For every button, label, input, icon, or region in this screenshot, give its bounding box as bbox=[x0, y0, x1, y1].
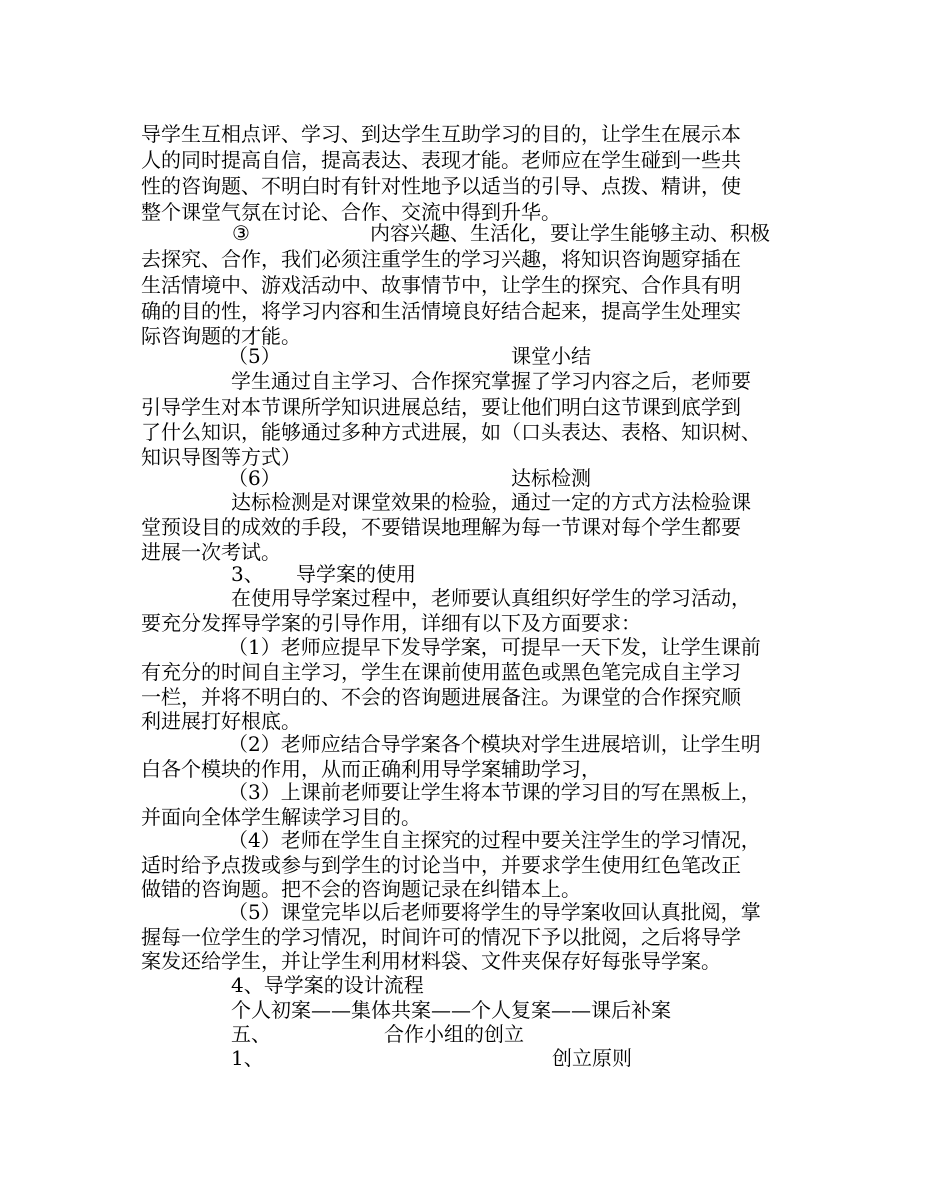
text-segment: 并面向全体学生解读学习目的。 bbox=[141, 805, 421, 829]
heading-number: 1、 bbox=[231, 1046, 264, 1070]
heading-title: 4、导学案的设计流程 bbox=[231, 973, 424, 997]
heading-title: 创立原则 bbox=[552, 1046, 632, 1070]
text-segment: 握每一位学生的学习情况，时间许可的情况下予以批阅，之后将导学 bbox=[141, 925, 741, 949]
text-segment: 去探究、合作，我们必须注重学生的学习兴趣，将知识咨询题穿插在 bbox=[141, 247, 741, 271]
text-segment: 在使用导学案过程中，老师要认真组织好学生的学习活动， bbox=[231, 586, 751, 610]
text-segment: （3）上课前老师要让学生将本节课的学习目的写在黑板上， bbox=[228, 780, 761, 804]
text-segment: 生活情境中、游戏活动中、故事情节中，让学生的探究、合作具有明 bbox=[141, 273, 741, 297]
text-segment: 人的同时提高自信，提高表达、表现才能。老师应在学生碰到一些共 bbox=[141, 148, 741, 172]
heading-number: （6） bbox=[228, 466, 281, 490]
heading-title: 课堂小结 bbox=[511, 344, 591, 368]
text-segment: 进展一次考试。 bbox=[141, 540, 281, 564]
text-segment: 达标检测是对课堂效果的检验，通过一定的方式方法检验课 bbox=[231, 490, 751, 514]
text-segment: 内容兴趣、生活化，要让学生能够主动、积极 bbox=[370, 221, 770, 245]
text-segment: （1）老师应提早下发导学案，可提早一天下发，让学生课前 bbox=[228, 635, 761, 659]
text-segment: 利进展打好根底。 bbox=[141, 709, 301, 733]
text-segment: 性的咨询题、不明白时有针对性地予以适当的引导、点拨、精讲，使 bbox=[141, 174, 741, 198]
text-segment: 堂预设目的成效的手段，不要错误地理解为每一节课对每个学生都要 bbox=[141, 515, 741, 539]
heading-number: 3、 bbox=[231, 562, 264, 586]
text-segment: 一栏，并将不明白的、不会的咨询题进展备注。为课堂的合作探究顺 bbox=[141, 685, 741, 709]
heading-title: 达标检测 bbox=[511, 466, 591, 490]
text-segment: （4）老师在学生自主探究的过程中要关注学生的学习情况， bbox=[228, 828, 761, 852]
text-segment: 引导学生对本节课所学知识进展总结，要让他们明白这节课到底学到 bbox=[141, 395, 741, 419]
text-segment: 白各个模块的作用，从而正确利用导学案辅助学习， bbox=[141, 757, 601, 781]
text-segment: 际咨询题的才能。 bbox=[141, 324, 301, 348]
text-segment: （2）老师应结合导学案各个模块对学生进展培训，让学生明 bbox=[228, 732, 761, 756]
text-segment: 学生通过自主学习、合作探究掌握了学习内容之后，老师要 bbox=[231, 369, 751, 393]
heading-number: 五、 bbox=[231, 1022, 271, 1046]
text-segment: 要充分发挥导学案的引导作用，详细有以下及方面要求： bbox=[141, 611, 641, 635]
heading-title: 合作小组的创立 bbox=[384, 1022, 524, 1046]
text-segment: 导学生互相点评、学习、到达学生互助学习的目的，让学生在展示本 bbox=[141, 122, 741, 146]
text-segment: 了什么知识，能够通过多种方式进展，如（口头表达、表格、知识树、 bbox=[141, 420, 761, 444]
text-segment: 适时给予点拨或参与到学生的讨论当中，并要求学生使用红色笔改正 bbox=[141, 853, 741, 877]
text-segment: （5）课堂完毕以后老师要将学生的导学案收回认真批阅，掌 bbox=[228, 900, 761, 924]
text-segment: 做错的咨询题。把不会的咨询题记录在纠错本上。 bbox=[141, 877, 581, 901]
text-segment: 个人初案——集体共案——个人复案——课后补案 bbox=[231, 998, 671, 1022]
heading-title: 导学案的使用 bbox=[296, 562, 416, 586]
text-segment: 有充分的时间自主学习，学生在课前使用蓝色或黑色笔完成自主学习 bbox=[141, 660, 741, 684]
text-segment: 案发还给学生，并让学生利用材料袋、文件夹保存好每张导学案。 bbox=[141, 949, 721, 973]
text-segment: 确的目的性，将学习内容和生活情境良好结合起来，提高学生处理实 bbox=[141, 299, 741, 323]
text-segment: 知识导图等方式） bbox=[141, 445, 301, 469]
list-marker: ③ bbox=[232, 221, 250, 245]
heading-number: （5） bbox=[228, 344, 281, 368]
text-segment: 整个课堂气氛在讨论、合作、交流中得到升华。 bbox=[141, 200, 561, 224]
